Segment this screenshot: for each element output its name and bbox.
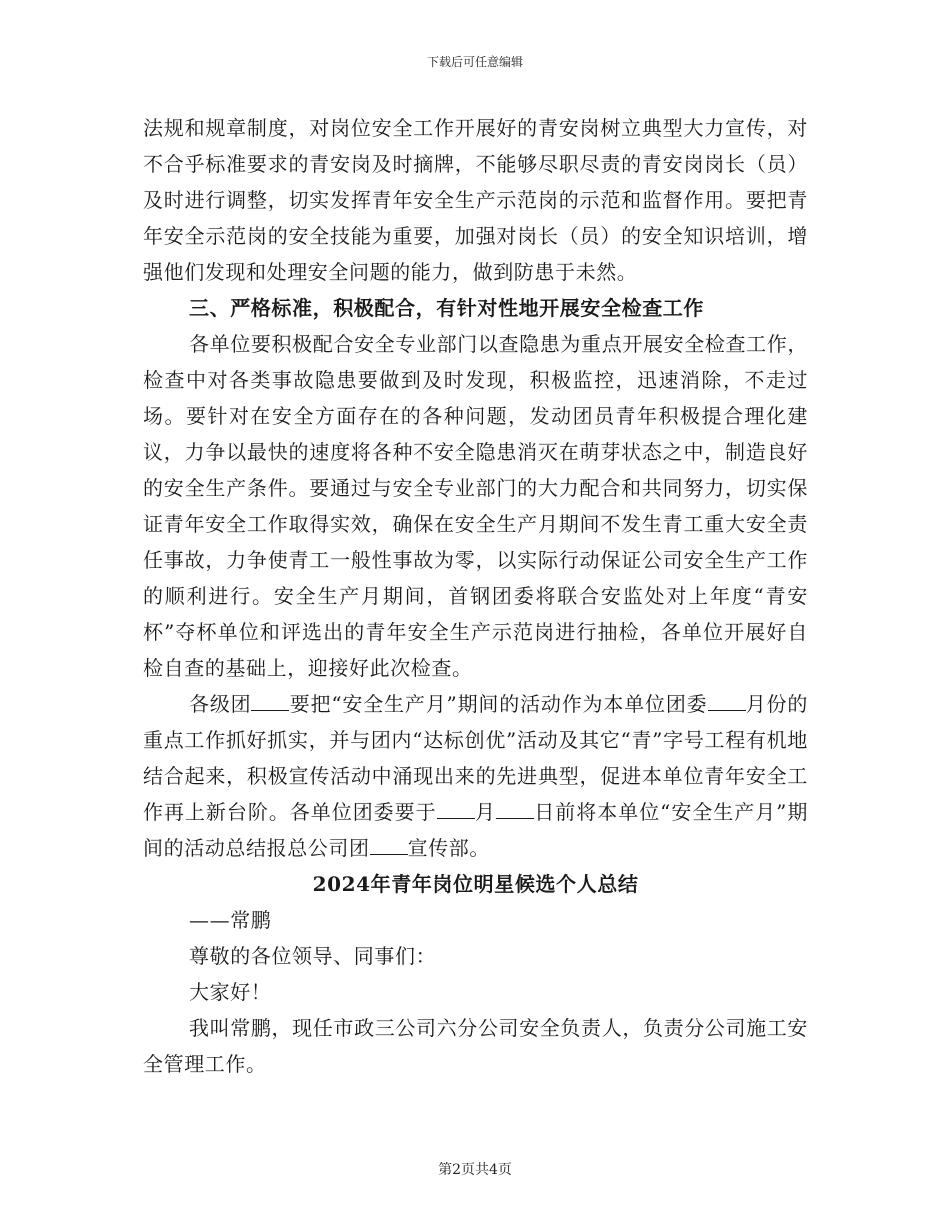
- paragraph-safety-inspection: 各单位要积极配合安全专业部门以查隐患为重点开展安全检查工作，检查中对各类事故隐患要做到及时发现，积极监控，迅速消除，不走过场。要针对在安全方面存在的各种问题，发动团员青年积极提合理化建议，力争以最快的速度将各种不安全隐患消灭在萌芽状态之中，制造良好的安全生产条件。要通过与安全专业部门的大力配合和共同努力，切实保证青年安全工作取得实效，确保在安全生产月期间不发生青工重大安全责任事故，力争使青工一般性事故为零，以实际行动保证公司安全生产工作的顺利进行。安全生产月期间，首钢团委将联合安监处对上年度“青安杯”夺杯单位和评选出的青年安全生产示范岗进行抽检，各单位开展好自检自查的基础上，迎接好此次检查。: [143, 332, 808, 680]
- text-segment: 要把“安全生产月”期间的活动作为本单位团委: [289, 692, 708, 716]
- paragraph-activity-requirements: [143, 686, 808, 866]
- fill-blank: [370, 836, 408, 855]
- document-title: 2024年青年岗位明星候选个人总结: [312, 872, 639, 896]
- salutation: 尊敬的各位领导、同事们：: [189, 944, 437, 968]
- text-segment: 月: [474, 800, 496, 824]
- page-header: 下载后可任意编辑: [426, 55, 523, 69]
- fill-blank: [708, 692, 746, 711]
- author-line: ——常鹏: [189, 908, 272, 932]
- text-segment: 月份的重点工作抓好抓实，并与团内“达标创优”活动及其它“青”字号工程有机地结合起来，积极宣传活动中涌现出来的先进典型，促进本单位青年安全工作再上新台阶。各单位团委要于: [143, 692, 808, 824]
- paragraph-self-intro: 我叫常鹏，现任市政三公司六分公司安全负责人，负责分公司施工安全管理工作。: [143, 1016, 808, 1076]
- paragraph-regulations: 法规和规章制度，对岗位安全工作开展好的青安岗树立典型大力宣传，对不合乎标准要求的青安岗及时摘牌，不能够尽职尽责的青安岗岗长（员）及时进行调整，切实发挥青年安全生产示范岗的示范和监督作用。要把青年安全示范岗的安全技能为重要，加强对岗长（员）的安全知识培训，增强他们发现和处理安全问题的能力，做到防患于未然。: [143, 116, 808, 284]
- text-segment: 日前将本单位“安全生产月”期间的活动总结报总公司团: [143, 800, 808, 860]
- fill-blank: [496, 800, 534, 819]
- fill-blank: [437, 800, 475, 819]
- document-body: [143, 110, 808, 1082]
- page-footer: 第2页共4页: [438, 1162, 512, 1178]
- section-heading-3: 三、严格标准，积极配合，有针对性地开展安全检查工作: [189, 296, 704, 320]
- fill-blank: [251, 692, 289, 711]
- text-segment: 各级团: [189, 692, 252, 716]
- text-segment: 宣传部。: [407, 836, 491, 860]
- greeting: 大家好！: [189, 980, 272, 1004]
